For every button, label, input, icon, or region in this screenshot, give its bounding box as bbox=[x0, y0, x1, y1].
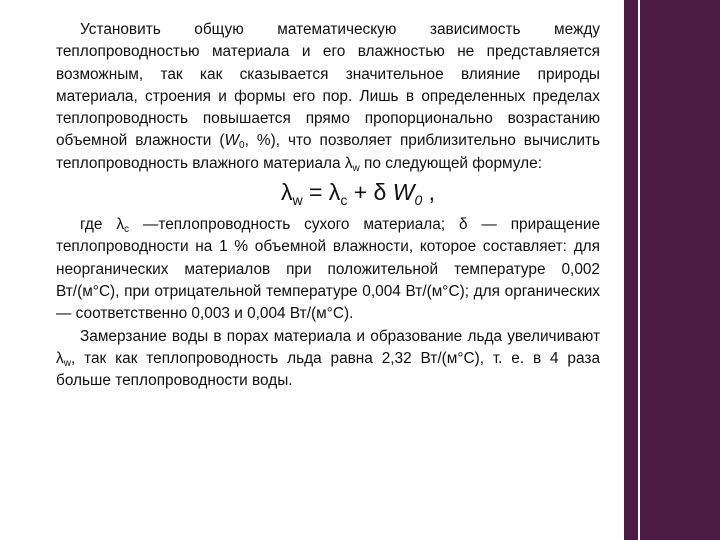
intro-text-1: Установить общую математическую зависимость между теплопроводностью материала и его влажностью не представляется возможным, так как сказывается значительное влияние природы материала, строения и формы его пор. Лишь в определенных пределах теплопроводность повышается прямо пропорционально возрастанию объемной влажности ( bbox=[56, 21, 600, 150]
formula-sub-0: 0 bbox=[414, 192, 423, 209]
side-decoration-line bbox=[638, 0, 640, 540]
formula-w: W bbox=[392, 179, 415, 206]
moisture-symbol: W bbox=[224, 132, 240, 150]
formula-plus-delta: + δ bbox=[347, 179, 393, 206]
moisture-symbol-subscript: 0 bbox=[239, 140, 245, 152]
lambda-w-subscript: w bbox=[352, 162, 360, 174]
freezing-text-1: Замерзание воды в порах материала и образование льда увеличивают λ bbox=[56, 327, 600, 367]
freezing-text-2: , так как теплопроводность льда равна 2,32 Вт/(м°С), т. е. в 4 раза больше теплопроводности воды. bbox=[56, 349, 600, 390]
paragraph-definitions bbox=[56, 214, 600, 325]
definitions-text-1: где λ bbox=[80, 216, 125, 234]
formula-tail: , bbox=[422, 179, 436, 206]
text-body bbox=[56, 19, 600, 392]
lambda-c-subscript: c bbox=[124, 224, 130, 236]
intro-text-3: по следующей формуле: bbox=[359, 154, 542, 172]
formula-sub-c: c bbox=[340, 192, 348, 209]
intro-text-2: , %), что позволяет приблизительно вычислить теплопроводность влажного материала λ bbox=[56, 132, 600, 172]
formula bbox=[56, 178, 600, 214]
formula-sub-w: w bbox=[292, 192, 303, 209]
formula-lambda: λ bbox=[280, 179, 293, 206]
lambda-w-subscript-2: w bbox=[63, 357, 71, 369]
formula-equals: = λ bbox=[302, 179, 341, 206]
paragraph-intro bbox=[56, 19, 600, 175]
paragraph-freezing bbox=[56, 326, 600, 393]
definitions-text-2: —теплопроводность сухого материала; δ — приращение теплопроводности на 1 % объемной влажности, которое составляет: для неорганических материалов при положительной температуре 0,002 Вт/(м°С), при отрицательной температуре 0,004 Вт/(м°С); для органических — соответственно 0,003 и 0,004 Вт/(м°С). bbox=[56, 216, 601, 323]
